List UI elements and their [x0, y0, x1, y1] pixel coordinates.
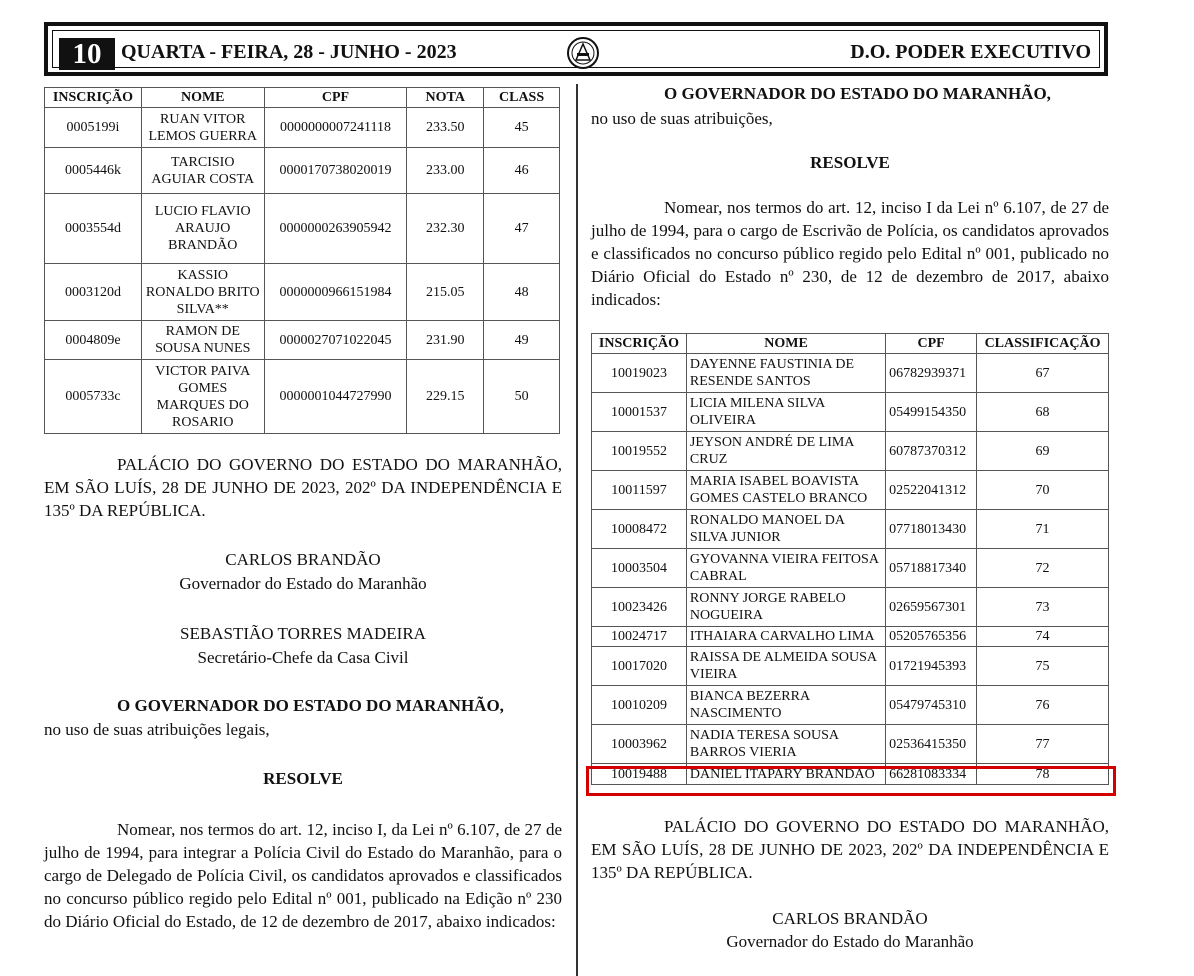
- cell-cpf: 01721945393: [886, 647, 977, 686]
- cell-cpf: 05205765356: [886, 627, 977, 647]
- table-row: [45, 148, 560, 194]
- left-signer1-name: CARLOS BRANDÃO: [225, 550, 381, 569]
- cell-inscricao: 10001537: [592, 393, 687, 432]
- column-divider: [576, 84, 578, 976]
- cell-class: 74: [977, 627, 1109, 647]
- right-nomear-paragraph: Nomear, nos termos do art. 12, inciso I da Lei nº 6.107, de 27 de julho de 1994, para o cargo de Escrivão de Polícia, os candidatos aprovados e classificados no concurso público regido pelo Edital nº 001, publicado no Diário Oficial do Estado nº 230, de 12 de dezembro de 2017, abaixo indicados:: [591, 198, 1109, 309]
- left-nomear-paragraph: Nomear, nos termos do art. 12, inciso I, da Lei nº 6.107, de 27 de julho de 1994, para integrar a Polícia Civil do Estado do Maranhão, para o cargo de Delegado de Polícia Civil, os candidatos aprovados e classificados no concurso público regido pelo Edital nº 001, publicado na Edição nº 230 do Diário Oficial do Estado, de 12 de dezembro de 2017, abaixo indicados:: [44, 820, 562, 931]
- col-header-inscricao: INSCRIÇÃO: [592, 334, 687, 354]
- table-row: [45, 360, 560, 434]
- cell-class: 71: [977, 510, 1109, 549]
- cell-nome: TARCISIO AGUIAR COSTA: [141, 148, 264, 194]
- table-row: [592, 549, 1109, 588]
- cell-class: 50: [484, 360, 560, 434]
- cell-nome: KASSIO RONALDO BRITO SILVA**: [141, 264, 264, 321]
- cell-inscricao: 10019023: [592, 354, 687, 393]
- left-signer2-name: SEBASTIÃO TORRES MADEIRA: [180, 624, 426, 643]
- right-signer-title: Governador do Estado do Maranhão: [726, 932, 974, 951]
- page-number: 10: [59, 38, 115, 70]
- cell-nota: 215.05: [407, 264, 484, 321]
- cell-inscricao: 10011597: [592, 471, 687, 510]
- cell-nome: JEYSON ANDRÉ DE LIMA CRUZ: [686, 432, 885, 471]
- cell-class: 46: [484, 148, 560, 194]
- cell-cpf: 0000027071022045: [264, 321, 407, 360]
- cell-class: 75: [977, 647, 1109, 686]
- right-candidates-table: [591, 333, 1109, 785]
- cell-inscricao: 10024717: [592, 627, 687, 647]
- table-header-row: [592, 334, 1109, 354]
- cell-nota: 233.00: [407, 148, 484, 194]
- cell-nome: DAYENNE FAUSTINIA DE RESENDE SANTOS: [686, 354, 885, 393]
- cell-cpf: 0000001044727990: [264, 360, 407, 434]
- cell-class: 77: [977, 725, 1109, 764]
- cell-cpf: 66281083334: [886, 764, 977, 785]
- cell-inscricao: 10017020: [592, 647, 687, 686]
- col-header-nota: NOTA: [407, 88, 484, 108]
- left-uso-line: no uso de suas atribuições legais,: [44, 720, 270, 739]
- cell-nome: ITHAIARA CARVALHO LIMA: [686, 627, 885, 647]
- col-header-cpf: CPF: [886, 334, 977, 354]
- left-signer1-title: Governador do Estado do Maranhão: [179, 574, 427, 593]
- cell-nota: 233.50: [407, 108, 484, 148]
- cell-nome: RAISSA DE ALMEIDA SOUSA VIEIRA: [686, 647, 885, 686]
- coat-of-arms-icon: [566, 36, 600, 70]
- right-signer-name: CARLOS BRANDÃO: [772, 909, 928, 928]
- cell-nome: NADIA TERESA SOUSA BARROS VIERIA: [686, 725, 885, 764]
- table-row: [45, 108, 560, 148]
- cell-cpf: 02659567301: [886, 588, 977, 627]
- col-header-inscricao: INSCRIÇÃO: [45, 88, 142, 108]
- cell-class: 76: [977, 686, 1109, 725]
- right-uso-line: no uso de suas atribuições,: [591, 109, 773, 128]
- cell-cpf: 60787370312: [886, 432, 977, 471]
- header-inner-frame: [52, 30, 1100, 68]
- table-row: [45, 321, 560, 360]
- cell-inscricao: 10010209: [592, 686, 687, 725]
- table-row: [592, 354, 1109, 393]
- left-resolve-heading: RESOLVE: [263, 769, 343, 788]
- cell-nota: 229.15: [407, 360, 484, 434]
- issue-date: QUARTA - FEIRA, 28 - JUNHO - 2023: [121, 41, 457, 63]
- left-governor-heading: O GOVERNADOR DO ESTADO DO MARANHÃO,: [117, 696, 504, 715]
- cell-nota: 232.30: [407, 194, 484, 264]
- page-header: [44, 22, 1108, 76]
- cell-cpf: 0000000966151984: [264, 264, 407, 321]
- table-row: [592, 686, 1109, 725]
- table-row: [592, 471, 1109, 510]
- table-row: [45, 194, 560, 264]
- cell-inscricao: 10003504: [592, 549, 687, 588]
- cell-nome: GYOVANNA VIEIRA FEITOSA CABRAL: [686, 549, 885, 588]
- cell-inscricao: 0005733c: [45, 360, 142, 434]
- cell-cpf: 05479745310: [886, 686, 977, 725]
- cell-cpf: 07718013430: [886, 510, 977, 549]
- cell-class: 73: [977, 588, 1109, 627]
- cell-cpf: 05718817340: [886, 549, 977, 588]
- table-row: [592, 393, 1109, 432]
- right-governor-heading: O GOVERNADOR DO ESTADO DO MARANHÃO,: [664, 84, 1051, 103]
- cell-nome: BIANCA BEZERRA NASCIMENTO: [686, 686, 885, 725]
- table-row: [592, 627, 1109, 647]
- left-signer2-title: Secretário-Chefe da Casa Civil: [197, 648, 409, 667]
- col-header-classificacao: CLASSIFICAÇÃO: [977, 334, 1109, 354]
- left-palacio-paragraph: PALÁCIO DO GOVERNO DO ESTADO DO MARANHÃO, EM SÃO LUÍS, 28 DE JUNHO DE 2023, 202º DA INDEPENDÊNCIA E 135º DA REPÚBLICA.: [44, 455, 562, 520]
- cell-inscricao: 0004809e: [45, 321, 142, 360]
- col-header-nome: NOME: [141, 88, 264, 108]
- table-row: [592, 432, 1109, 471]
- cell-cpf: 06782939371: [886, 354, 977, 393]
- cell-cpf: 0000000007241118: [264, 108, 407, 148]
- cell-inscricao: 10008472: [592, 510, 687, 549]
- col-header-nome: NOME: [686, 334, 885, 354]
- col-header-cpf: CPF: [264, 88, 407, 108]
- cell-inscricao: 0005199i: [45, 108, 142, 148]
- cell-class: 69: [977, 432, 1109, 471]
- cell-class: 78: [977, 764, 1109, 785]
- section-title: D.O. PODER EXECUTIVO: [850, 41, 1091, 63]
- cell-nome: RONNY JORGE RABELO NOGUEIRA: [686, 588, 885, 627]
- right-resolve-heading: RESOLVE: [810, 153, 890, 172]
- table-row: [592, 725, 1109, 764]
- cell-nome: RONALDO MANOEL DA SILVA JUNIOR: [686, 510, 885, 549]
- cell-inscricao: 0003120d: [45, 264, 142, 321]
- cell-class: 48: [484, 264, 560, 321]
- cell-cpf: 02536415350: [886, 725, 977, 764]
- cell-class: 68: [977, 393, 1109, 432]
- cell-inscricao: 0003554d: [45, 194, 142, 264]
- cell-class: 49: [484, 321, 560, 360]
- table-row: [592, 588, 1109, 627]
- cell-nome: MARIA ISABEL BOAVISTA GOMES CASTELO BRANCO: [686, 471, 885, 510]
- left-candidates-table: [44, 87, 560, 434]
- table-row: [592, 510, 1109, 549]
- cell-class: 47: [484, 194, 560, 264]
- table-header-row: [45, 88, 560, 108]
- col-header-class: CLASS: [484, 88, 560, 108]
- cell-class: 45: [484, 108, 560, 148]
- cell-cpf: 02522041312: [886, 471, 977, 510]
- cell-class: 67: [977, 354, 1109, 393]
- cell-inscricao: 10003962: [592, 725, 687, 764]
- cell-inscricao: 10023426: [592, 588, 687, 627]
- cell-nome: LICIA MILENA SILVA OLIVEIRA: [686, 393, 885, 432]
- cell-class: 72: [977, 549, 1109, 588]
- cell-nota: 231.90: [407, 321, 484, 360]
- highlight-box: [586, 766, 1116, 796]
- cell-inscricao: 0005446k: [45, 148, 142, 194]
- cell-cpf: 0000000263905942: [264, 194, 407, 264]
- cell-cpf: 05499154350: [886, 393, 977, 432]
- table-row: [45, 264, 560, 321]
- cell-inscricao: 10019552: [592, 432, 687, 471]
- cell-nome: RAMON DE SOUSA NUNES: [141, 321, 264, 360]
- right-palacio-paragraph: PALÁCIO DO GOVERNO DO ESTADO DO MARANHÃO, EM SÃO LUÍS, 28 DE JUNHO DE 2023, 202º DA INDEPENDÊNCIA E 135º DA REPÚBLICA.: [591, 817, 1109, 882]
- table-row: [592, 647, 1109, 686]
- cell-nome: LUCIO FLAVIO ARAUJO BRANDÃO: [141, 194, 264, 264]
- cell-cpf: 0000170738020019: [264, 148, 407, 194]
- cell-inscricao: 10019488: [592, 764, 687, 785]
- cell-nome: DANIEL ITAPARY BRANDAO: [686, 764, 885, 785]
- cell-nome: VICTOR PAIVA GOMES MARQUES DO ROSARIO: [141, 360, 264, 434]
- cell-nome: RUAN VITOR LEMOS GUERRA: [141, 108, 264, 148]
- cell-class: 70: [977, 471, 1109, 510]
